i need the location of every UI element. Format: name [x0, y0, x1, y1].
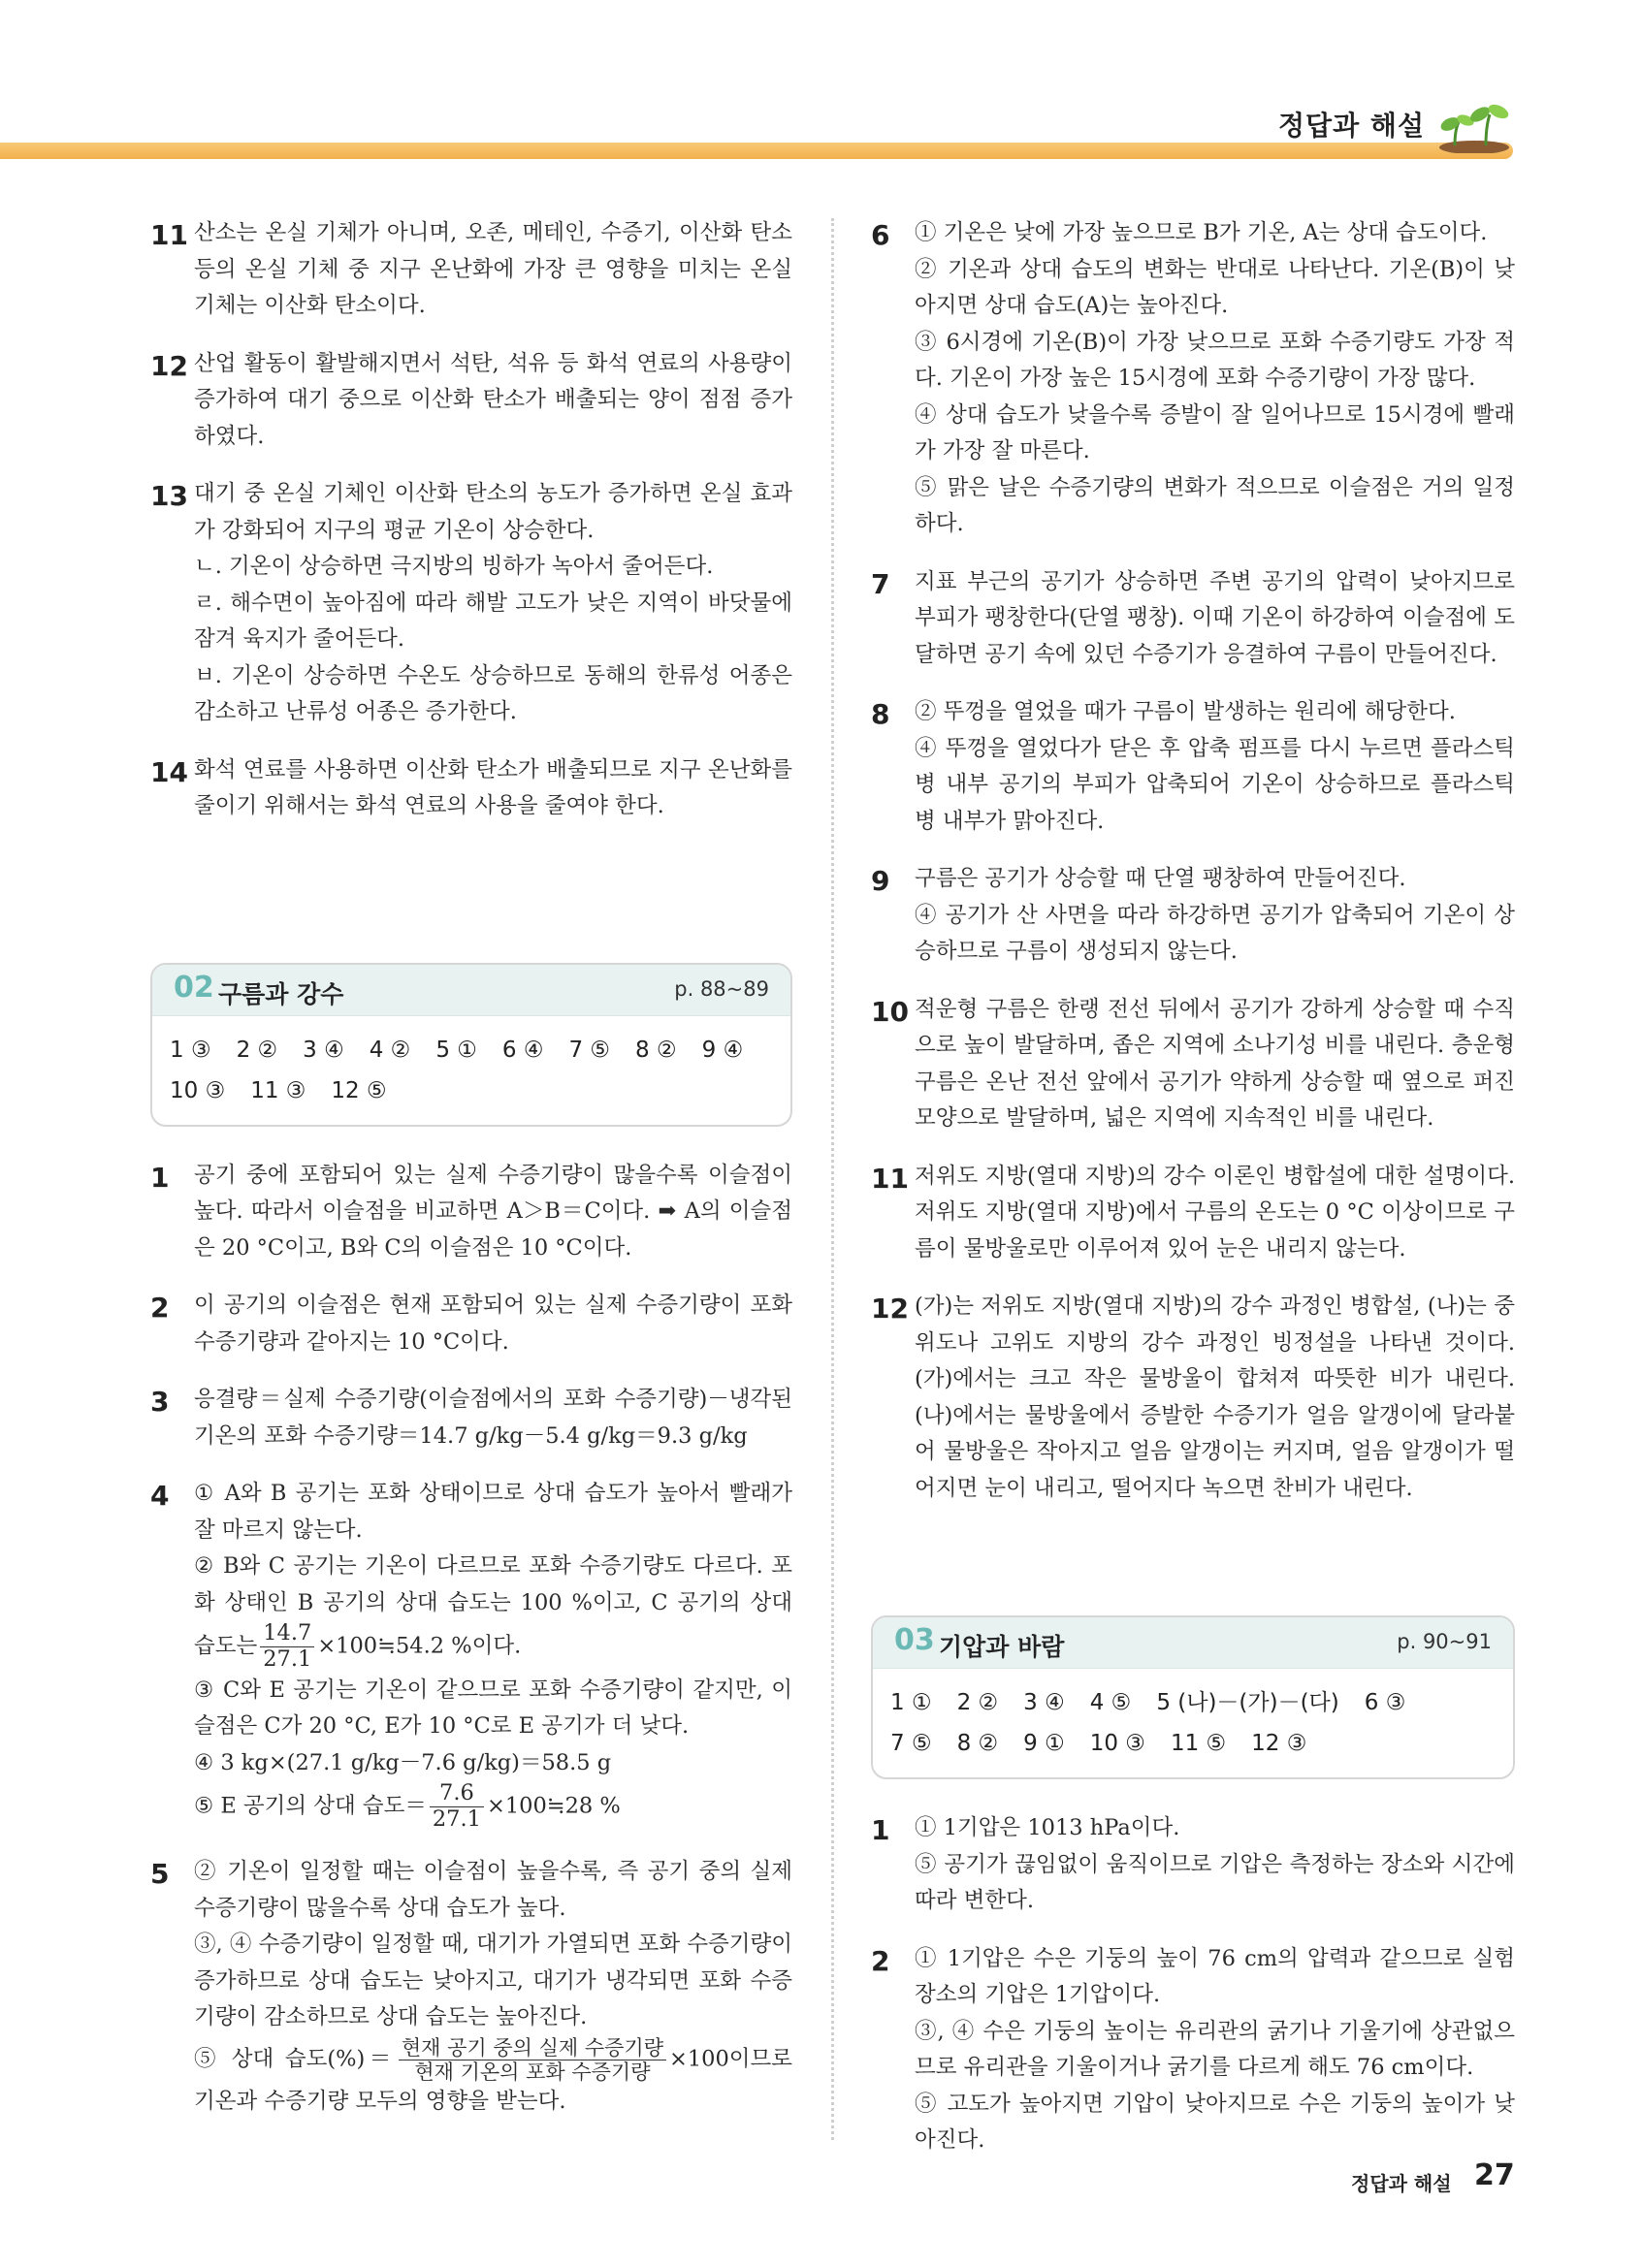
item-number: 5	[150, 1858, 170, 1890]
explanation-item-10	[871, 992, 1515, 1137]
item-line: ⑤ 고도가 높아지면 기압이 낮아지므로 수은 기둥의 높이가 낮아진다.	[915, 2091, 1515, 2153]
explanation-item-12	[871, 1289, 1515, 1507]
item-line: 산소는 온실 기체가 아니며, 오존, 메테인, 수증기, 이산화 탄소 등의 온실 기체 중 지구 온난화에 가장 큰 영향을 미치는 온실 기체는 이산화 탄소이다.	[194, 220, 792, 318]
answer-entry: 10 ③	[170, 1077, 226, 1103]
explanation-item-3	[150, 1382, 792, 1454]
item-line: ② B와 C 공기는 기온이 다르므로 포화 수증기량도 다르다. 포화 상태인 B 공기의 상대 습도는 100 %이고, C 공기의 상대 습도는 $\frac{14.7}{27.1}$ ×100≒54.2 %이다.	[194, 1553, 792, 1672]
answer-entry: 6 ④	[501, 1037, 544, 1063]
section-number: 03	[894, 1623, 935, 1657]
item-number: 1	[150, 1161, 170, 1194]
answer-entry: 7 ⑤	[890, 1731, 932, 1756]
item-number: 9	[871, 865, 890, 897]
section-pages: p. 88~89	[674, 976, 769, 1001]
item-number: 11	[150, 219, 188, 251]
item-number: 7	[871, 567, 890, 600]
item-line: ④ 공기가 산 사면을 따라 하강하면 공기가 압축되어 기온이 상승하므로 구름이 생성되지 않는다.	[915, 902, 1515, 964]
item-line: ④ 3 kg×(27.1 g/kg－7.6 g/kg)＝58.5 g	[194, 1749, 612, 1775]
item-line: 구름은 공기가 상승할 때 단열 팽창하여 만들어진다.	[915, 866, 1406, 891]
explanation-item-13	[150, 476, 792, 731]
explanation-item-2	[150, 1288, 792, 1360]
explanation-item-1	[871, 1810, 1515, 1920]
item-line: ⑤ 상대 습도(%)＝ $\frac{\text{현재 공기 중의 실제 수증기량}}{\text{현재 기온의 포화 수증기량}}$ ×100이므로 기온과 수증기량 모두의 영향을 받는다.	[194, 2035, 792, 2114]
answer-entry: 8 ②	[956, 1731, 999, 1756]
answer-entry: 6 ③	[1364, 1690, 1406, 1715]
item-line: 이 공기의 이슬점은 현재 포함되어 있는 실제 수증기량이 포화 수증기량과 같아지는 10 °C이다.	[194, 1293, 792, 1355]
answer-entry: 4 ⑤	[1089, 1690, 1132, 1715]
fraction: $\frac{\text{현재 공기 중의 실제 수증기량}}{\text{현재 기온의 포화 수증기량}}$	[399, 2036, 666, 2084]
sec02-explanations	[150, 1158, 792, 1455]
item-number: 4	[150, 1480, 170, 1512]
explanation-item-7	[871, 564, 1515, 674]
column-divider	[831, 218, 834, 2140]
explanation-item-14	[150, 752, 792, 825]
item-line: 산업 활동이 활발해지면서 석탄, 석유 등 화석 연료의 사용량이 증가하여 대기 중으로 이산화 탄소가 배출되는 양이 점점 증가하였다.	[194, 350, 792, 449]
answer-box-03	[871, 1615, 1515, 1779]
page-number: 27	[1474, 2158, 1515, 2192]
answer-list	[873, 1669, 1513, 1777]
item-number: 8	[871, 698, 890, 730]
item-line: ① 1기압은 1013 hPa이다.	[915, 1815, 1180, 1840]
item-line: ㅂ. 기온이 상승하면 수온도 상승하므로 동해의 한류성 어종은 감소하고 난류성 어종은 증가한다.	[194, 662, 792, 724]
item-line: ㄹ. 해수면이 높아짐에 따라 해발 고도가 낮은 지역이 바닷물에 잠겨 육지가 줄어든다.	[194, 590, 792, 652]
answer-entry: 1 ①	[890, 1690, 932, 1715]
item-number: 12	[150, 349, 188, 382]
item-number: 1	[871, 1814, 890, 1846]
item-number: 6	[871, 219, 890, 251]
section-title: 기압과 바람	[939, 1633, 1065, 1661]
explanation-item-2	[871, 1941, 1515, 2159]
item-number: 13	[150, 480, 188, 512]
answer-entry: 1 ③	[170, 1037, 211, 1063]
explanation-item-1	[150, 1158, 792, 1267]
answer-entry: 9 ④	[701, 1037, 744, 1063]
answer-entry: 2 ②	[956, 1690, 999, 1715]
header-bar	[0, 143, 1513, 159]
ch01-explanations	[150, 215, 792, 825]
item-line: 저위도 지방(열대 지방)의 강수 이론인 병합설에 대한 설명이다. 저위도 지방(열대 지방)에서 구름의 온도는 0 °C 이상이므로 구름이 물방울로만 이루어져 있어 눈은 내리지 않는다.	[915, 1163, 1515, 1262]
sec03-explanations	[871, 1810, 1515, 2159]
item-line: ④ 상대 습도가 낮을수록 증발이 잘 일어나므로 15시경에 빨래가 가장 잘 마른다.	[915, 401, 1515, 463]
answer-box-header	[152, 965, 790, 1016]
explanation-item-11	[150, 215, 792, 325]
item-line: ② 기온과 상대 습도의 변화는 반대로 나타난다. 기온(B)이 낮아지면 상대 습도(A)는 높아진다.	[915, 256, 1515, 318]
answer-box-02	[150, 963, 792, 1127]
answer-entry: 10 ③	[1089, 1731, 1145, 1756]
item-line: ③, ④ 수은 기둥의 높이는 유리관의 굵기나 기울기에 상관없으므로 유리관을 기울이거나 굵기를 다르게 해도 76 cm이다.	[915, 2018, 1515, 2080]
item-line: 대기 중 온실 기체인 이산화 탄소의 농도가 증가하면 온실 효과가 강화되어 지구의 평균 기온이 상승한다.	[194, 481, 792, 543]
item-line: ① 1기압은 수은 기둥의 높이 76 cm의 압력과 같으므로 실험 장소의 기압은 1기압이다.	[915, 1945, 1515, 2007]
item-number: 2	[150, 1292, 170, 1324]
answer-entry: 5 ①	[435, 1037, 477, 1063]
answer-entry: 11 ③	[250, 1077, 306, 1103]
section-number: 02	[174, 970, 214, 1005]
item-line: 응결량＝실제 수증기량(이슬점에서의 포화 수증기량)－냉각된 기온의 포화 수증기량＝14.7 g/kg－5.4 g/kg＝9.3 g/kg	[194, 1387, 792, 1449]
answer-entry: 4 ②	[369, 1037, 411, 1063]
section-title: 구름과 강수	[218, 979, 344, 1008]
item-line: ⑤ 맑은 날은 수증기량의 변화가 적으므로 이슬점은 거의 일정하다.	[915, 474, 1515, 536]
explanation-item-6	[871, 215, 1515, 543]
item-line: 지표 부근의 공기가 상승하면 주변 공기의 압력이 낮아지므로 부피가 팽창한다(단열 팽창). 이때 기온이 하강하여 이슬점에 도달하면 공기 속에 있던 수증기가 응결하여 구름이 만들어진다.	[915, 568, 1515, 667]
explanation-item-11	[871, 1159, 1515, 1268]
item-line: ③, ④ 수증기량이 일정할 때, 대기가 가열되면 포화 수증기량이 증가하므로 상대 습도는 낮아지고, 대기가 냉각되면 포화 수증기량이 감소하므로 상대 습도는 높아진다.	[194, 1932, 792, 2029]
item-line: 화석 연료를 사용하면 이산화 탄소가 배출되므로 지구 온난화를 줄이기 위해서는 화석 연료의 사용을 줄여야 한다.	[194, 756, 792, 818]
item-line: ⑤ 공기가 끊임없이 움직이므로 기압은 측정하는 장소와 시간에 따라 변한다.	[915, 1851, 1515, 1913]
item-line: ① A와 B 공기는 포화 상태이므로 상대 습도가 높아서 빨래가 잘 마르지 않는다.	[194, 1481, 792, 1543]
explanation-item-4	[150, 1476, 792, 1833]
item-number: 12	[871, 1293, 909, 1325]
item-line: ⑤ E 공기의 상대 습도＝ $\frac{7.6}{27.1}$ ×100≒28 %	[194, 1780, 621, 1833]
item-line: ㄴ. 기온이 상승하면 극지방의 빙하가 녹아서 줄어든다.	[194, 554, 714, 579]
fraction: $\frac{7.6}{27.1}$	[430, 1781, 484, 1833]
explanation-item-8	[871, 694, 1515, 840]
item-number: 14	[150, 755, 188, 788]
item-line: ② 기온이 일정할 때는 이슬점이 높을수록, 즉 공기 중의 실제 수증기량이 많을수록 상대 습도가 높다.	[194, 1859, 792, 1921]
footer-label: 정답과 해설	[1351, 2172, 1452, 2195]
explanation-item-5	[150, 1854, 792, 2120]
item-line: 적운형 구름은 한랭 전선 뒤에서 공기가 강하게 상승할 때 수직으로 높이 발달하며, 좁은 지역에 소나기성 비를 내린다. 층운형 구름은 온난 전선 앞에서 공기가 약하게 상승할 때 옆으로 퍼진 모양으로 발달하며, 넓은 지역에 지속적인 비를 내린다.	[915, 996, 1515, 1131]
item-number: 2	[871, 1944, 890, 1977]
right-column	[871, 215, 1515, 2181]
explanation-item-9	[871, 861, 1515, 971]
item-line: ③ C와 E 공기는 기온이 같으므로 포화 수증기량이 같지만, 이슬점은 C가 20 °C, E가 10 °C로 E 공기가 더 낮다.	[194, 1677, 792, 1740]
sprout-icon	[1435, 103, 1513, 153]
answer-box-header	[873, 1617, 1513, 1669]
item-number: 3	[150, 1386, 170, 1418]
header-title: 정답과 해설	[1278, 110, 1425, 142]
item-line: ④ 뚜껑을 열었다가 닫은 후 압축 펌프를 다시 누르면 플라스틱 병 내부 공기의 부피가 압축되어 기온이 상승하므로 플라스틱 병 내부가 맑아진다.	[915, 735, 1515, 834]
item-line: ① 기온은 낮에 가장 높으므로 B가 기온, A는 상대 습도이다.	[915, 220, 1488, 245]
answer-entry: 12 ⑤	[331, 1077, 387, 1103]
answer-list	[152, 1016, 790, 1125]
fraction: $\frac{14.7}{27.1}$	[260, 1621, 314, 1673]
answer-entry: 12 ③	[1251, 1731, 1307, 1756]
item-line: ③ 6시경에 기온(B)이 가장 낮으므로 포화 수증기량도 가장 적다. 기온이 가장 높은 15시경에 포화 수증기량이 가장 많다.	[915, 329, 1515, 391]
left-column	[150, 215, 792, 2141]
answer-entry: 2 ②	[236, 1037, 278, 1063]
answer-entry: 3 ④	[1023, 1690, 1065, 1715]
item-number: 10	[871, 995, 909, 1028]
item-line: ② 뚜껑을 열었을 때가 구름이 발생하는 원리에 해당한다.	[915, 699, 1456, 724]
section-pages: p. 90~91	[1397, 1630, 1492, 1653]
answer-entry: 5 (나)－(가)－(다)	[1156, 1690, 1339, 1715]
answer-entry: 11 ⑤	[1170, 1731, 1227, 1756]
answer-entry: 3 ④	[303, 1037, 344, 1063]
item-line: (가)는 저위도 지방(열대 지방)의 강수 과정인 병합설, (나)는 중위도나 고위도 지방의 강수 과정인 빙정설을 나타낸 것이다. (가)에서는 크고 작은 물방울이 합쳐져 따뜻한 비가 내린다. (나)에서는 물방울에서 증발한 수증기가 얼음 알갱이에 달라붙어 물방울은 작아지고 얼음 알갱이는 커지며, 얼음 알갱이가 떨어지면 눈이 내리고, 떨어지다 녹으면 찬비가 내린다.	[915, 1294, 1515, 1501]
item-number: 11	[871, 1162, 909, 1195]
answer-entry: 9 ①	[1023, 1731, 1065, 1756]
answer-entry: 8 ②	[635, 1037, 677, 1063]
explanation-item-12	[150, 346, 792, 456]
sec02-explanations-cont	[871, 215, 1515, 1507]
answer-entry: 7 ⑤	[568, 1037, 611, 1063]
item-line: 공기 중에 포함되어 있는 실제 수증기량이 많을수록 이슬점이 높다. 따라서 이슬점을 비교하면 A＞B＝C이다. ➡ A의 이슬점은 20 °C이고, B와 C의 이슬점은 10 °C이다.	[194, 1162, 792, 1261]
